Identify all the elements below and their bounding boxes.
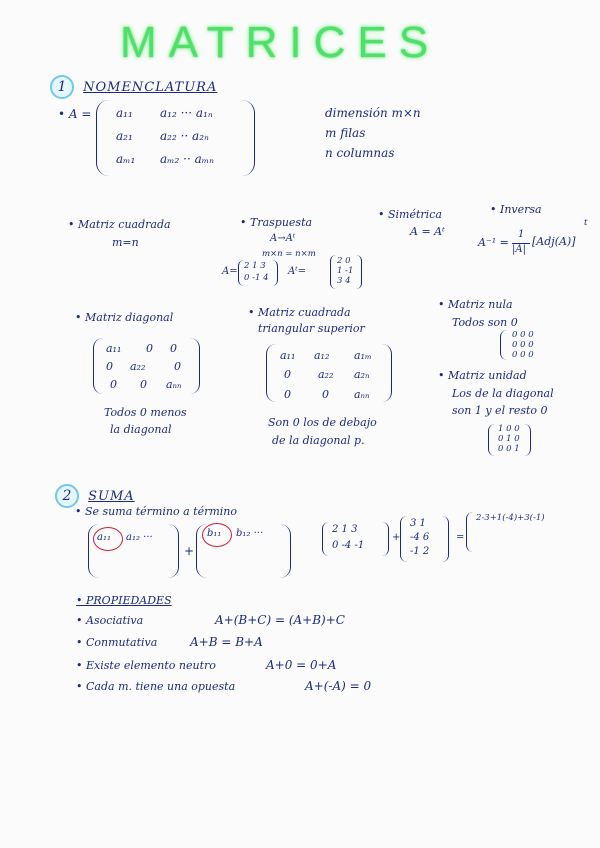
prop-formula: A+(B+C) = (A+B)+C	[215, 613, 345, 627]
matrix-cell: a₁₁	[106, 342, 122, 355]
columns-note: n columnas	[325, 146, 395, 160]
matrix-cell: 0	[284, 388, 291, 401]
unidad-row: 0 0 1	[498, 444, 520, 454]
simetrica-cond: A = Aᵗ	[410, 225, 445, 238]
paren-left	[322, 522, 329, 556]
traspuesta-a-label: A=	[222, 266, 238, 277]
diagonal-title: • Matriz diagonal	[75, 311, 173, 324]
nula-row: 0 0 0	[512, 330, 534, 340]
matrix-cell: a₁₂ ··· a₁ₙ	[160, 106, 213, 120]
example-op: +	[392, 532, 401, 543]
at-row: 3 4	[337, 276, 351, 286]
section-heading: NOMENCLATURA	[83, 80, 218, 95]
triangular-title: • Matriz cuadrada	[248, 306, 351, 319]
matrix-cell: a₁ₘ	[354, 349, 372, 362]
simetrica-title: • Simétrica	[378, 208, 442, 221]
matrix-cell: 0	[174, 360, 181, 373]
paren-left	[330, 255, 336, 289]
paren-left	[93, 338, 103, 394]
paren-right	[382, 344, 392, 402]
matrix-cell: a₁₁	[280, 349, 296, 362]
plus-sign: +	[184, 544, 195, 558]
paren-left	[500, 330, 507, 360]
paren-right	[524, 424, 531, 456]
matrix-cell: b₁₂ ···	[236, 528, 264, 539]
example-b-row: -1 2	[410, 546, 430, 557]
diagonal-note: la diagonal	[110, 423, 172, 436]
matrix-cell: a₂₁	[116, 129, 133, 143]
paren-left	[488, 424, 495, 456]
paren-right	[168, 524, 179, 578]
cuadrada-cond: m=n	[112, 236, 139, 249]
paren-right	[190, 338, 200, 394]
rows-note: m filas	[325, 126, 366, 140]
dimension-note: dimensión m×n	[325, 106, 421, 120]
matrix-cell: 0	[110, 378, 117, 391]
matrix-cell: aₙₙ	[166, 378, 182, 391]
paren-right	[280, 524, 291, 578]
matrix-cell: aₘ₁	[116, 152, 136, 166]
at-row: 2 0	[337, 256, 351, 266]
matrix-cell: 0	[146, 342, 153, 355]
prop-formula: A+(-A) = 0	[305, 679, 372, 693]
inversa-lhs: A⁻¹ =	[478, 236, 509, 249]
unidad-note: Los de la diagonal	[452, 387, 554, 400]
prop-formula: A+B = B+A	[190, 635, 263, 649]
page-title: MATRICES	[120, 18, 441, 67]
example-b-row: 3 1	[410, 518, 426, 529]
matrix-cell: aₘ₂ ·· aₘₙ	[160, 152, 214, 166]
traspuesta-at-label: Aᵗ=	[288, 266, 307, 277]
triangular-note: de la diagonal p.	[272, 434, 365, 447]
matrix-cell: 0	[170, 342, 177, 355]
example-result: 2-3+1(-4)+3(-1)	[476, 513, 545, 523]
example-a-row: 0 -4 -1	[332, 540, 365, 551]
props-heading: • PROPIEDADES	[76, 594, 172, 607]
inversa-num: 1	[518, 229, 525, 240]
paren-right	[272, 260, 278, 286]
diagonal-note: Todos 0 menos	[104, 406, 187, 419]
matrix-cell: a₂₂ ·· a₂ₙ	[160, 129, 209, 143]
inversa-exp: t	[584, 218, 588, 228]
paren-left	[400, 516, 407, 562]
paren-right	[442, 516, 449, 562]
unidad-note: son 1 y el resto 0	[452, 404, 548, 417]
traspuesta-title: • Traspuesta	[240, 216, 312, 229]
matrix-label: • A =	[58, 107, 92, 121]
unidad-title: • Matriz unidad	[438, 369, 527, 382]
paren-left	[96, 100, 109, 176]
paren-left	[266, 344, 276, 402]
unidad-row: 1 0 0	[498, 424, 520, 434]
example-a-row: 2 1 3	[332, 524, 358, 535]
traspuesta-arrow: A→Aᵗ	[270, 233, 296, 244]
matrix-cell: a₂ₙ	[354, 368, 370, 381]
inversa-den: |A|	[512, 244, 526, 255]
paren-right	[382, 522, 389, 556]
matrix-cell: a₁₂ ···	[126, 532, 153, 543]
matrix-cell: 0	[106, 360, 113, 373]
matrix-cell: a₁₁	[97, 532, 111, 543]
suma-rule: • Se suma término a término	[75, 505, 237, 518]
matrix-cell: 0	[140, 378, 147, 391]
cuadrada-title: • Matriz cuadrada	[68, 218, 171, 231]
a-row: 0 -1 4	[244, 273, 269, 283]
triangular-subtitle: triangular superior	[258, 322, 365, 335]
nula-row: 0 0 0	[512, 350, 534, 360]
prop-formula: A+0 = 0+A	[266, 658, 337, 672]
matrix-cell: 0	[284, 368, 291, 381]
paren-left	[466, 512, 473, 552]
inversa-title: • Inversa	[490, 203, 542, 216]
paren-right	[356, 255, 362, 289]
section-1-header	[50, 75, 217, 99]
matrix-cell: a₂₂	[130, 360, 146, 373]
matrix-cell: a₁₂	[314, 349, 330, 362]
a-row: 2 1 3	[244, 261, 266, 271]
example-eq: =	[456, 532, 465, 543]
section-heading: SUMA	[88, 489, 135, 504]
nula-row: 0 0 0	[512, 340, 534, 350]
prop-name: • Conmutativa	[76, 636, 157, 649]
example-b-row: -4 6	[410, 532, 430, 543]
section-number: 1	[50, 75, 74, 99]
prop-name: • Asociativa	[76, 614, 143, 627]
section-number: 2	[55, 484, 79, 508]
matrix-cell: 0	[322, 388, 329, 401]
prop-name: • Cada m. tiene una opuesta	[76, 680, 235, 693]
nula-title: • Matriz nula	[438, 298, 513, 311]
prop-name: • Existe elemento neutro	[76, 659, 216, 672]
at-row: 1 -1	[337, 266, 354, 276]
traspuesta-dim: m×n = n×m	[262, 249, 316, 259]
paren-right	[242, 100, 255, 176]
unidad-row: 0 1 0	[498, 434, 520, 444]
triangular-note: Son 0 los de debajo	[268, 416, 377, 429]
matrix-cell: b₁₁	[207, 528, 222, 539]
inversa-adj: [Adj(A)]	[532, 235, 576, 248]
nula-note: Todos son 0	[452, 316, 518, 329]
matrix-cell: aₙₙ	[354, 388, 370, 401]
matrix-cell: a₁₁	[116, 106, 133, 120]
matrix-cell: a₂₂	[318, 368, 334, 381]
